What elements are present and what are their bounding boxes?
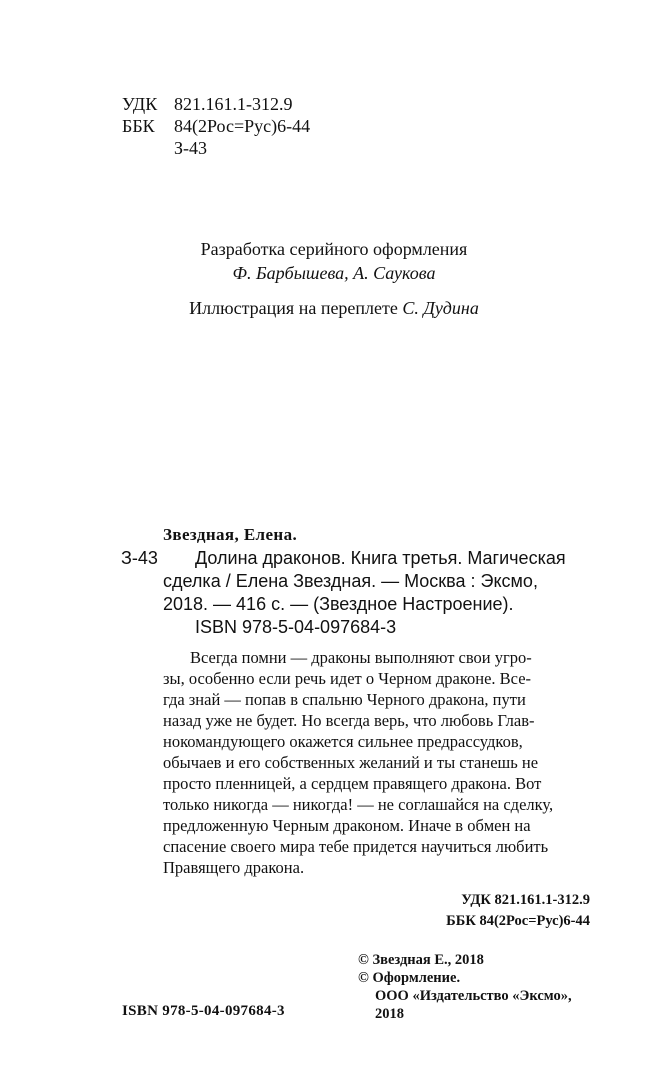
isbn-bottom: ISBN 978-5-04-097684-3 (122, 1003, 285, 1019)
copyright-publisher: ООО «Издательство «Эксмо», (375, 988, 572, 1004)
udk-row (122, 93, 293, 115)
annotation-line: предложенную Черным драконом. Иначе в обмен на (163, 816, 531, 835)
udk-label: УДК (122, 94, 158, 114)
annotation-line: нокомандующего окажется сильнее предрассудков, (163, 732, 523, 751)
record-code: З-43 (121, 548, 158, 568)
annotation-line: назад уже не будет. Но всегда верь, что любовь Глав- (163, 711, 535, 730)
bbk-row (122, 115, 310, 137)
udk-value: 821.161.1-312.9 (174, 94, 293, 114)
cover-illustration-author: С. Дудина (402, 298, 479, 318)
annotation-line: Всегда помни — драконы выполняют свои угро- (190, 648, 532, 667)
record-udk: УДК 821.161.1-312.9 (461, 892, 590, 908)
record-bbk: ББК 84(2Рос=Рус)6-44 (446, 913, 590, 929)
record-line: Долина драконов. Книга третья. Магическая (195, 548, 566, 568)
record-line: сделка / Елена Звездная. — Москва : Эксмо, (163, 571, 538, 591)
cover-illustration-label: Иллюстрация на переплете (189, 298, 398, 318)
copyright-author: © Звездная Е., 2018 (358, 952, 484, 968)
bbk-value: 84(2Рос=Рус)6-44 (174, 116, 311, 136)
cover-illustration-credit (0, 296, 668, 320)
annotation-line: только никогда — никогда! — не соглашайся на сделку, (163, 795, 554, 814)
annotation-line: просто пленницей, а сердцем правящего дракона. Вот (163, 774, 542, 793)
record-isbn: ISBN 978-5-04-097684-3 (195, 617, 397, 637)
copyright-year: 2018 (375, 1006, 404, 1022)
annotation-line: гда знай — попав в спальню Черного дракона, пути (163, 690, 526, 709)
author-code: З-43 (174, 138, 208, 158)
annotation-line: зы, особенно если речь идет о Черном драконе. Все- (163, 669, 532, 688)
annotation-line: Правящего дракона. (163, 858, 305, 877)
author-heading: Звездная, Елена. (163, 525, 298, 544)
record-line: 2018. — 416 с. — (Звездное Настроение). (163, 594, 514, 614)
copyright-design: © Оформление. (358, 970, 461, 986)
bbk-label: ББК (122, 116, 155, 136)
annotation-line: спасение своего мира тебе придется научиться любить (163, 837, 549, 856)
series-design-authors: Ф. Барбышева, А. Саукова (232, 263, 436, 283)
annotation-line: обычаев и его собственных желаний и ты станешь не (163, 753, 539, 772)
series-design-label: Разработка серийного оформления (200, 239, 468, 259)
